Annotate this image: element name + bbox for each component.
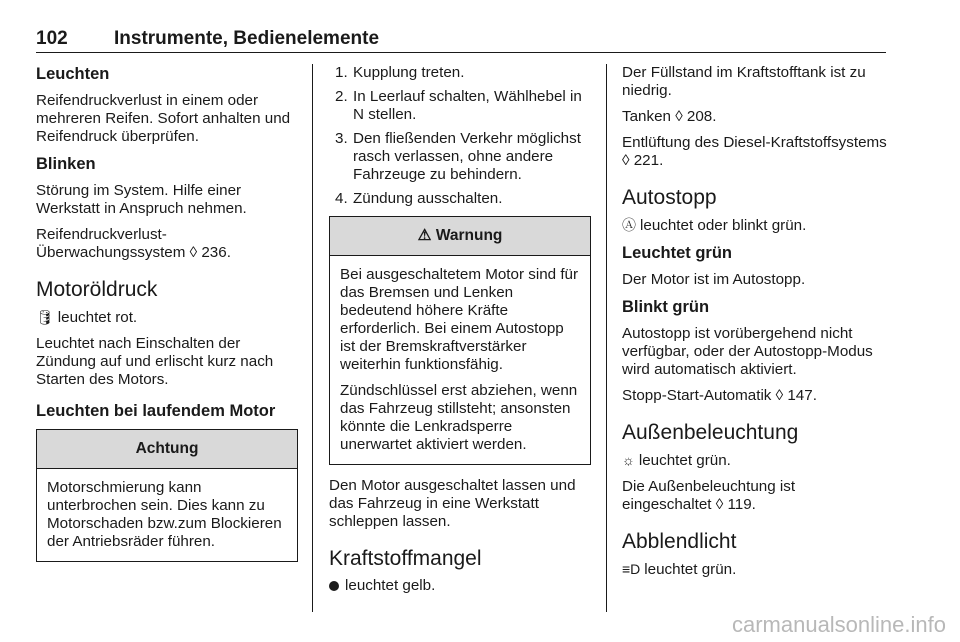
text-kraftstoff-yellow: leuchtet gelb. [345,577,436,594]
list-item [329,64,591,82]
step-text: Zündung ausschalten. [353,190,503,207]
filled-circle-icon [329,581,339,591]
steps-list [329,64,591,208]
heading-abblendlicht: Abblendlicht [622,530,737,553]
text-stopp-start-ref: Stopp-Start-Automatik ◊ 147. [622,387,817,404]
text-tpms-ref: Reifendruckverlust-Überwachungssystem ◊ 236. [36,226,231,261]
step-number: 3. [335,130,348,147]
side-lights-icon: ☼ [622,452,635,468]
warnung-title: Warnung [435,227,503,244]
page-header [36,28,886,53]
heading-leuchten: Leuchten [36,65,110,83]
text-leuchtet-gruen: Der Motor ist im Autostopp. [622,271,806,288]
heading-aussenbeleuchtung: Außenbeleuchtung [622,421,799,444]
heading-kraftstoffmangel: Kraftstoffmangel [329,547,482,570]
achtung-body [37,469,297,561]
achtung-box [36,429,298,562]
list-item [329,130,591,184]
column-3 [622,64,888,587]
heading-motoroeldruck: Motoröldruck [36,278,158,301]
text-abblend-green: leuchtet grün. [644,561,737,578]
warnung-box [329,216,591,465]
column-divider-2 [606,64,607,612]
step-number: 4. [335,190,348,207]
text-kraftstoff-line [329,577,591,595]
text-tanken-ref: Tanken ◊ 208. [622,108,717,125]
step-text: In Leerlauf schalten, Wählhebel in N stellen. [353,88,582,123]
step-text: Den fließenden Verkehr möglichst rasch verlassen, ohne andere Fahrzeuge zu behindern. [353,130,581,183]
warnung-body [330,256,590,464]
autostop-a-icon: Ⓐ [622,217,636,233]
heading-laufender-motor: Leuchten bei laufendem Motor [36,402,276,420]
text-aussen-green: leuchtet grün. [638,452,731,469]
text-aussen-desc: Die Außenbeleuchtung ist eingeschaltet ◊ 119. [622,478,796,513]
text-leuchten: Reifendruckverlust in einem oder mehreren Reifen. Sofort anhalten und Reifendruck überprüfen. [36,92,291,145]
page-number: 102 [36,28,68,49]
text-schleppen: Den Motor ausgeschaltet lassen und das Fahrzeug in eine Werkstatt schleppen lassen. [329,477,576,530]
text-autostopp-green: leuchtet oder blinkt grün. [640,217,807,234]
text-blinken: Störung im System. Hilfe einer Werkstatt in Anspruch nehmen. [36,182,247,217]
heading-blinkt-gruen: Blinkt grün [622,298,710,316]
text-abblend-line [622,560,888,579]
step-number: 2. [335,88,348,105]
warning-triangle-icon: ⚠ [417,227,432,244]
text-blinkt-gruen: Autostopp ist vorübergehend nicht verfügbar, oder der Autostopp-Modus wird automatisch aktiviert. [622,325,873,378]
column-1 [36,64,298,574]
watermark: carmanualsonline.info [731,612,946,637]
text-entlueftung-ref: Entlüftung des Diesel-Kraftstoffsystems ◊ 221. [622,134,887,169]
step-number: 1. [335,64,348,81]
text-motoroel-red: leuchtet rot. [57,309,138,326]
list-item [329,88,591,124]
low-beam-icon: ≡D [622,561,641,577]
warnung-header [330,217,590,256]
oil-can-icon: 🛢︎ [36,309,54,325]
heading-autostopp: Autostopp [622,186,717,209]
achtung-text: Motorschmierung kann unterbrochen sein. Dies kann zu Motorschaden bzw.zum Blockieren der Antriebsräder führen. [47,479,282,550]
column-divider-1 [312,64,313,612]
text-motoroel-symbol-line [36,308,298,327]
text-motoroel-desc: Leuchtet nach Einschalten der Zündung auf und erlischt kurz nach Starten des Motors. [36,335,274,388]
chapter-title: Instrumente, Bedienelemente [114,28,380,49]
heading-leuchtet-gruen: Leuchtet grün [622,244,732,262]
warnung-text-2: Zündschlüssel erst abziehen, wenn das Fahrzeug stillsteht; ansonsten könnte die Lenkradsperre unerwartet aktiviert werden. [340,382,578,453]
list-item [329,190,591,208]
text-aussen-line [622,451,888,470]
text-autostopp-line [622,216,888,235]
warnung-text-1: Bei ausgeschaltetem Motor sind für das Bremsen und Lenken bedeutend höhere Kräfte erforderlich. Bei einem Autostopp ist der Bremskraftverstärker weiterhin funktionsfähig. [340,266,579,373]
step-text: Kupplung treten. [353,64,465,81]
text-fuellstand: Der Füllstand im Kraftstofftank ist zu niedrig. [622,64,866,99]
column-2 [329,64,591,603]
heading-blinken: Blinken [36,155,96,173]
achtung-title: Achtung [37,430,297,469]
